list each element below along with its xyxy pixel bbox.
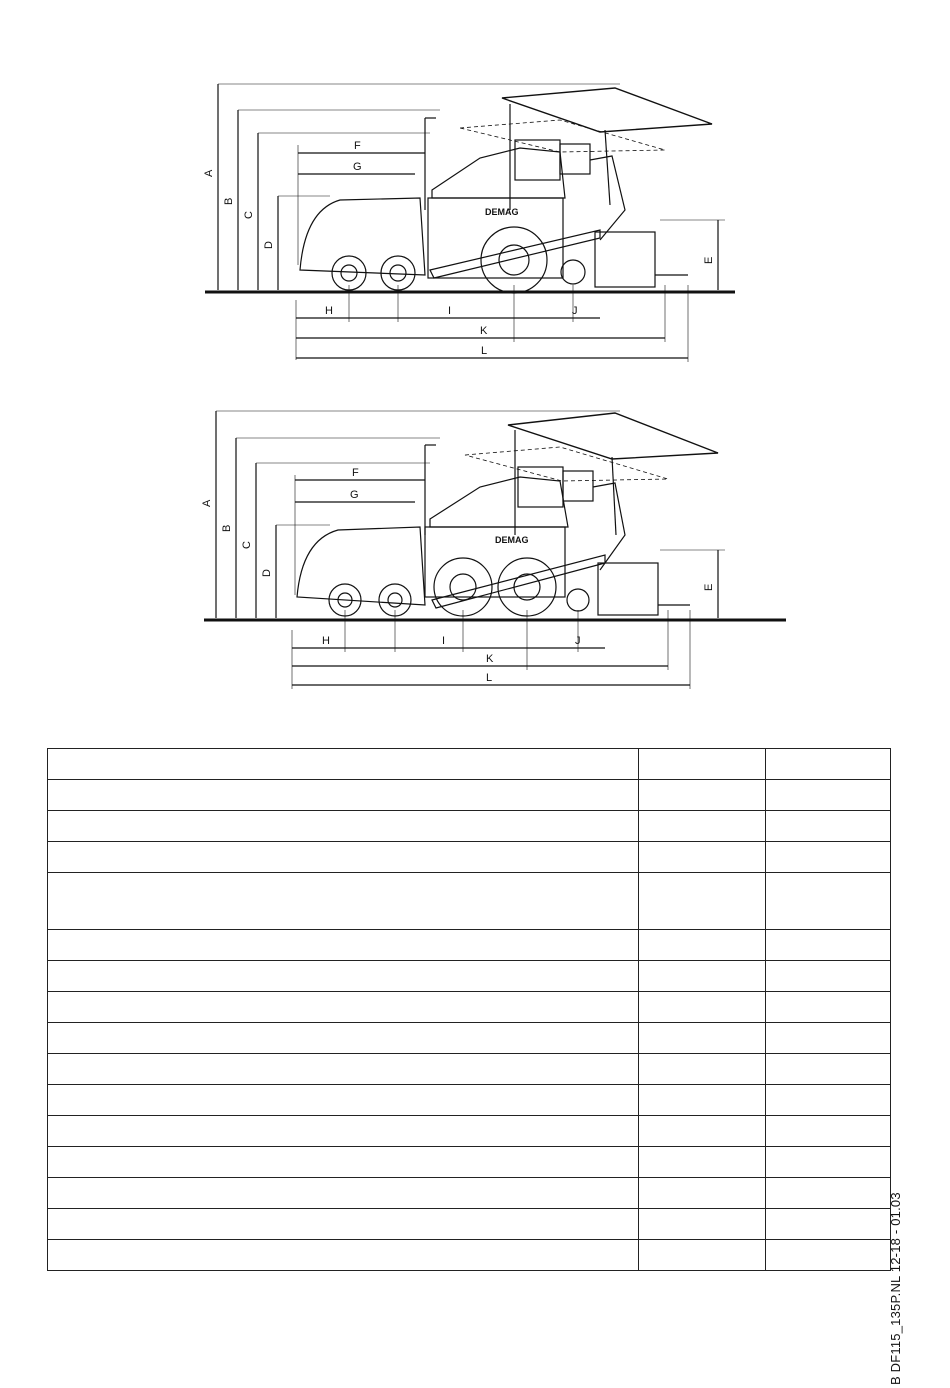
canopy-folded xyxy=(460,120,665,152)
table-cell xyxy=(639,1209,766,1240)
table-cell xyxy=(639,811,766,842)
table-cell xyxy=(48,992,639,1023)
table-row xyxy=(48,749,891,780)
table-cell xyxy=(48,1085,639,1116)
table-cell xyxy=(639,1054,766,1085)
table-cell xyxy=(766,961,891,992)
table-cell xyxy=(639,842,766,873)
screed xyxy=(595,232,655,287)
paver-dimension-diagram-bottom xyxy=(0,395,950,705)
canopy-roof xyxy=(508,413,718,459)
table-cell xyxy=(639,1023,766,1054)
label-j: J xyxy=(572,305,578,317)
label-g: G xyxy=(350,489,359,501)
table-cell xyxy=(639,873,766,930)
label-d: D xyxy=(261,569,273,577)
table-cell xyxy=(48,1240,639,1271)
table-cell xyxy=(766,1209,891,1240)
table-cell xyxy=(48,811,639,842)
label-i: I xyxy=(448,305,452,317)
table-cell xyxy=(766,873,891,930)
table-cell xyxy=(639,961,766,992)
paver-drawing-bottom xyxy=(0,395,950,705)
table-cell xyxy=(48,780,639,811)
label-b: B xyxy=(221,524,233,532)
label-c: C xyxy=(243,211,255,219)
table-cell xyxy=(766,1116,891,1147)
table-row xyxy=(48,842,891,873)
label-h: H xyxy=(322,635,330,647)
table-cell xyxy=(639,1178,766,1209)
label-g: G xyxy=(353,161,362,173)
table-cell xyxy=(48,749,639,780)
label-a: A xyxy=(201,499,213,507)
brand-logo-demag: DEMAG xyxy=(485,207,519,217)
label-i: I xyxy=(442,635,446,647)
tow-arm xyxy=(430,230,600,278)
table-row xyxy=(48,780,891,811)
table-cell xyxy=(639,1116,766,1147)
table-cell xyxy=(48,1209,639,1240)
label-d: D xyxy=(263,241,275,249)
table-cell xyxy=(639,749,766,780)
dimension-spec-table xyxy=(47,748,891,1271)
table-cell xyxy=(639,930,766,961)
table-cell xyxy=(639,1240,766,1271)
table-row xyxy=(48,961,891,992)
table-cell xyxy=(48,930,639,961)
table-cell xyxy=(766,1023,891,1054)
label-b: B xyxy=(223,197,235,205)
table-cell xyxy=(48,1178,639,1209)
table-cell xyxy=(766,1054,891,1085)
canopy-roof xyxy=(502,88,712,132)
label-a: A xyxy=(203,169,215,177)
table-cell xyxy=(766,780,891,811)
table-row xyxy=(48,1209,891,1240)
table-row xyxy=(48,873,891,930)
label-h: H xyxy=(325,305,333,317)
table-cell xyxy=(48,1054,639,1085)
label-c: C xyxy=(241,541,253,549)
table-row xyxy=(48,1147,891,1178)
table-cell xyxy=(639,780,766,811)
label-e: E xyxy=(703,583,715,591)
drive-wheel-2 xyxy=(498,558,556,616)
label-e: E xyxy=(703,256,715,264)
table-cell xyxy=(48,873,639,930)
label-f: F xyxy=(352,467,359,479)
table-cell xyxy=(766,930,891,961)
table-cell xyxy=(48,1147,639,1178)
table-row xyxy=(48,1240,891,1271)
table-row xyxy=(48,930,891,961)
label-k: K xyxy=(480,325,488,337)
table-row xyxy=(48,1085,891,1116)
table-cell xyxy=(766,1085,891,1116)
table-cell xyxy=(639,1085,766,1116)
table-cell xyxy=(766,1147,891,1178)
table-row xyxy=(48,811,891,842)
table-row xyxy=(48,1023,891,1054)
rear-wheel xyxy=(481,227,547,293)
table-cell xyxy=(766,1178,891,1209)
table-row xyxy=(48,1054,891,1085)
small-wheel xyxy=(567,589,589,611)
paver-dimension-diagram-top xyxy=(0,60,950,380)
table-row xyxy=(48,992,891,1023)
table-cell xyxy=(766,811,891,842)
label-k: K xyxy=(486,653,494,665)
screed xyxy=(598,563,658,615)
table-cell xyxy=(766,749,891,780)
table-cell xyxy=(766,992,891,1023)
paver-drawing-top xyxy=(0,60,950,380)
table-cell xyxy=(639,992,766,1023)
canopy-folded xyxy=(465,447,668,481)
document-code: B DF115_135P.NL 12-18 - 01.03 xyxy=(888,1192,903,1385)
table-cell xyxy=(48,842,639,873)
table-row xyxy=(48,1178,891,1209)
table-cell xyxy=(48,961,639,992)
table-cell xyxy=(766,842,891,873)
hopper xyxy=(297,527,425,605)
label-l: L xyxy=(486,672,493,684)
small-wheel xyxy=(561,260,585,284)
table-cell xyxy=(48,1116,639,1147)
table-row xyxy=(48,1116,891,1147)
brand-logo-demag: DEMAG xyxy=(495,535,529,545)
label-j: J xyxy=(575,635,581,647)
table-cell xyxy=(766,1240,891,1271)
table-cell xyxy=(639,1147,766,1178)
table-cell xyxy=(48,1023,639,1054)
label-f: F xyxy=(354,140,361,152)
label-l: L xyxy=(481,345,488,357)
tow-arm xyxy=(432,555,605,608)
